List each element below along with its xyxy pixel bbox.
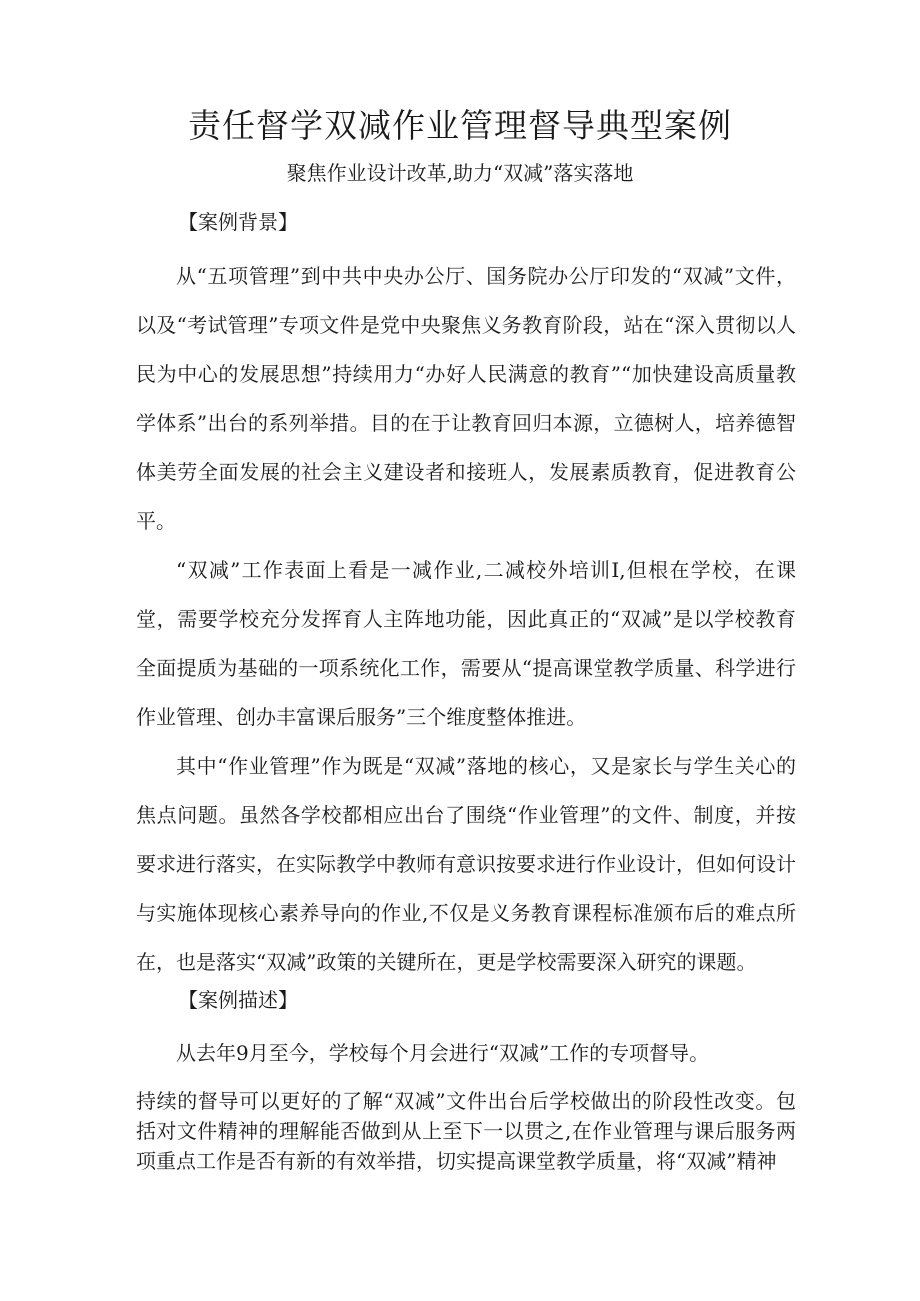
paragraph: 其中“作业管理”作为既是“双减”落地的核心，又是家长与学生关心的焦点问题。虽然各学校都相应出台了围绕“作业管理”的文件、制度，并按要求进行落实，在实际教学中教师有意识按要求进行作业设计，但如何设计与实施体现核心素养导向的作业,不仅是义务教育课程标准颁布后的难点所在，也是落实“双减”政策的关键所在，更是学校需要深入研究的课题。 xyxy=(136,754,796,974)
paragraph: 从“五项管理”到中共中央办公厅、国务院办公厅印发的“双减”文件，以及“考试管理”专项文件是党中央聚焦义务教育阶段，站在“深入贯彻以人民为中心的发展思想”持续用力“办好人民满意的教育”“加快建设高质量教学体系”出台的系列举措。目的在于让教育回归本源，立德树人，培养德智体美劳全面发展的社会主义建设者和接班人，发展素质教育，促进教育公平。 xyxy=(136,264,796,533)
section-heading-background: 【案例背景】 xyxy=(178,210,298,234)
paragraph: “双减”工作表面上看是一减作业,二减校外培训I,但根在学校，在课堂，需要学校充分发挥育人主阵地功能，因此真正的“双减”是以学校教育全面提质为基础的一项系统化工作，需要从“提高课堂教学质量、科学进行作业管理、创办丰富课后服务”三个维度整体推进。 xyxy=(136,558,796,729)
document-title: 责任督学双减作业管理督导典型案例 xyxy=(188,106,732,145)
document-subtitle: 聚焦作业设计改革,助力“双减”落实落地 xyxy=(286,161,634,185)
paragraph: 从去年9月至今，学校每个月会进行“双减”工作的专项督导。 xyxy=(176,1041,710,1065)
paragraph: 持续的督导可以更好的了解“双减”文件出台后学校做出的阶段性改变。包括对文件精神的理解能否做到从上至下一以贯之,在作业管理与课后服务两项重点工作是否有新的有效举措，切实提高课堂教学质量，将“双减”精神 xyxy=(136,1089,796,1173)
section-heading-description: 【案例描述】 xyxy=(178,988,298,1012)
